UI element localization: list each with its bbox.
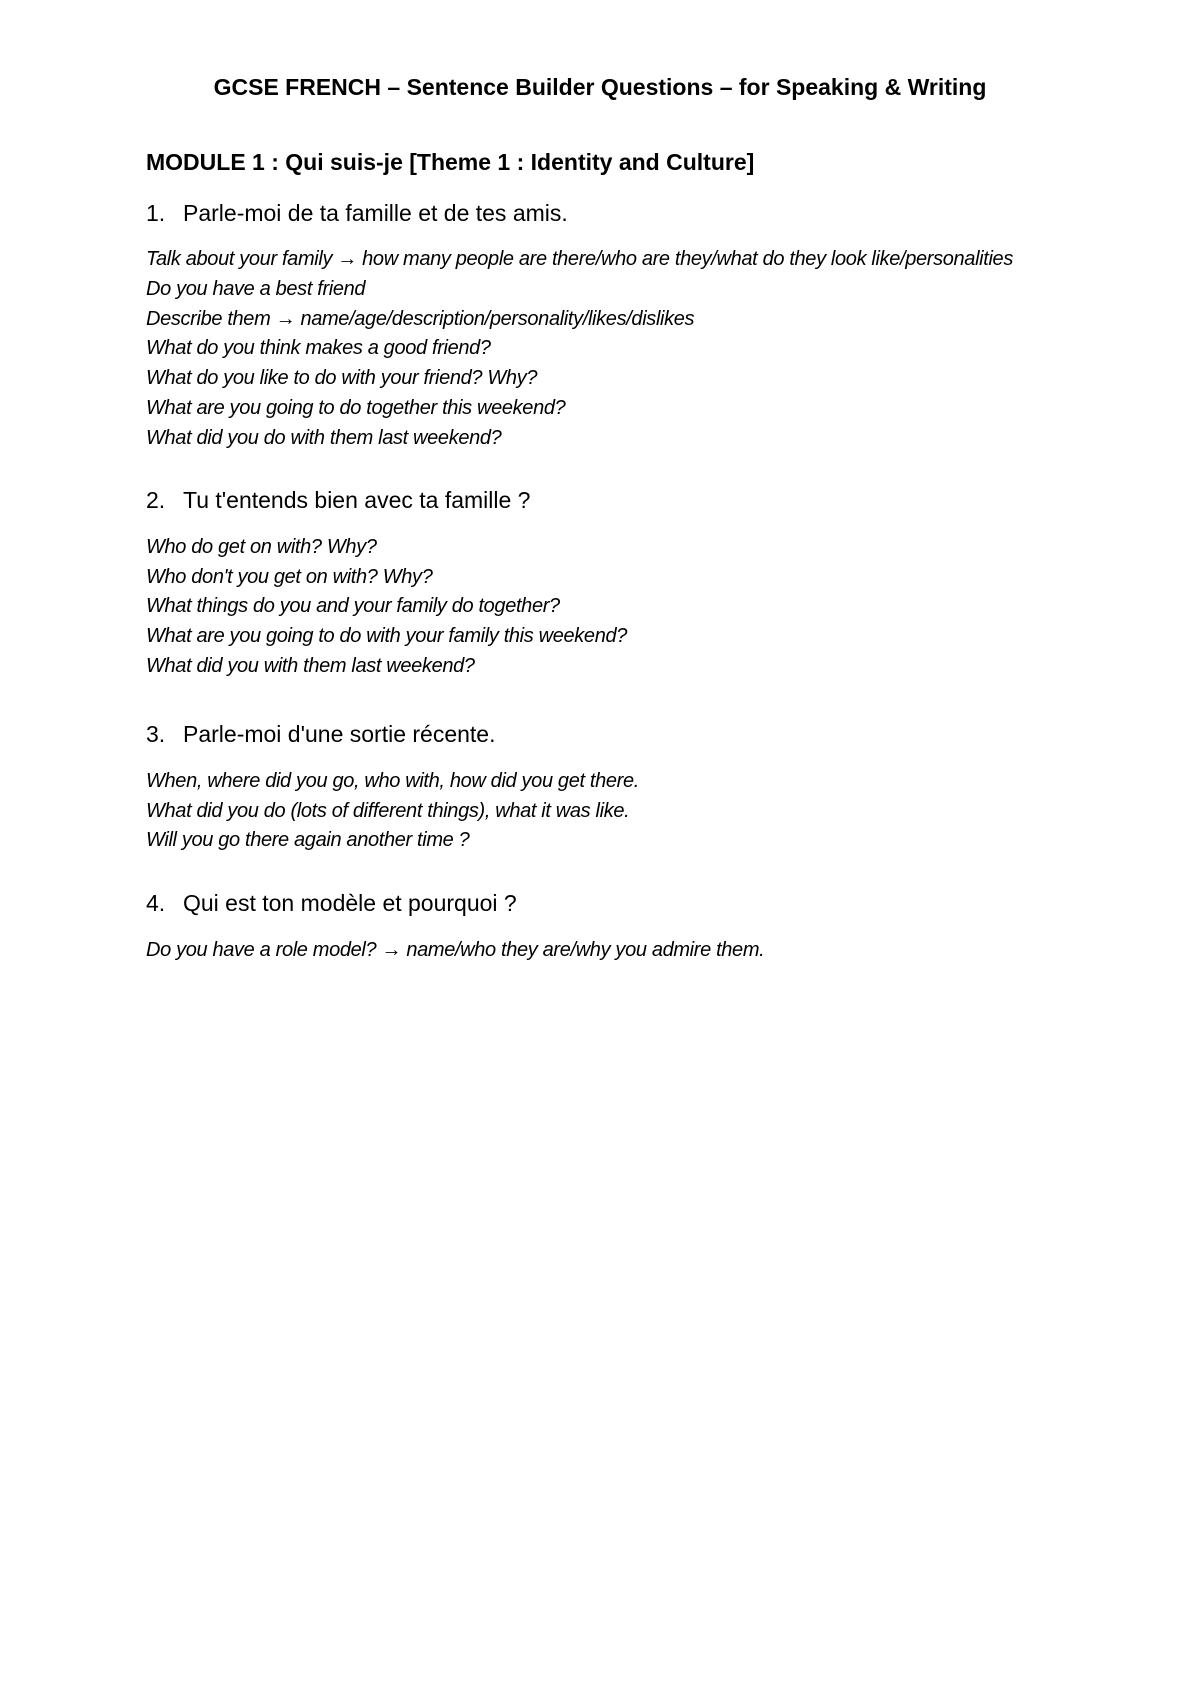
prompt-list [146,936,1046,966]
prompt-list [146,245,1046,453]
question-text: Parle-moi d'une sortie récente. [183,721,496,748]
prompt-item: Who do get on with? Why? [146,535,377,558]
prompt-item: Who don't you get on with? Why? [146,565,433,588]
prompt-item: What did you do (lots of different things), what it was like. [146,799,630,822]
document-body [146,148,1046,999]
prompt-item: Do you have a role model? → name/who they are/why you admire them. [146,938,765,961]
question-section-2 [146,487,1046,681]
question-number: 4. [146,890,166,917]
question-number: 1. [146,199,166,226]
prompt-item: Describe them → name/age/description/personality/likes/dislikes [146,307,695,330]
question-section-1 [146,200,1046,454]
prompt-item: Do you have a best friend [146,278,366,301]
question-text: Qui est ton modèle et pourquoi ? [183,890,517,917]
document-title: GCSE FRENCH – Sentence Builder Questions – for Speaking & Writing [213,74,987,100]
module-heading: MODULE 1 : Qui suis-je [Theme 1 : Identity and Culture] [146,149,755,175]
prompt-item: What did you do with them last weekend? [146,426,502,449]
prompt-item: What are you going to do together this weekend? [146,396,566,419]
prompt-item: What do you think makes a good friend? [146,337,491,360]
question-2 [146,487,1046,515]
question-number: 3. [146,721,166,748]
prompt-item: What are you going to do with your family this weekend? [146,624,628,647]
prompt-item: What did you with them last weekend? [146,654,475,677]
prompt-item: What things do you and your family do together? [146,595,560,618]
prompt-list [146,533,1046,682]
prompt-item: What do you like to do with your friend? Why? [146,367,538,390]
question-text: Tu t'entends bien avec ta famille ? [183,487,531,514]
question-1 [146,200,1046,228]
question-4 [146,890,1046,918]
question-3 [146,721,1046,749]
prompt-item: Will you go there again another time ? [146,829,470,852]
prompt-list [146,767,1046,856]
question-section-3 [146,721,1046,856]
prompt-item: When, where did you go, who with, how did you get there. [146,769,639,792]
question-section-4 [146,890,1046,965]
prompt-item: Talk about your family → how many people are there/who are they/what do they look like/personalities [146,248,1013,271]
question-text: Parle-moi de ta famille et de tes amis. [183,199,568,226]
question-number: 2. [146,487,166,514]
